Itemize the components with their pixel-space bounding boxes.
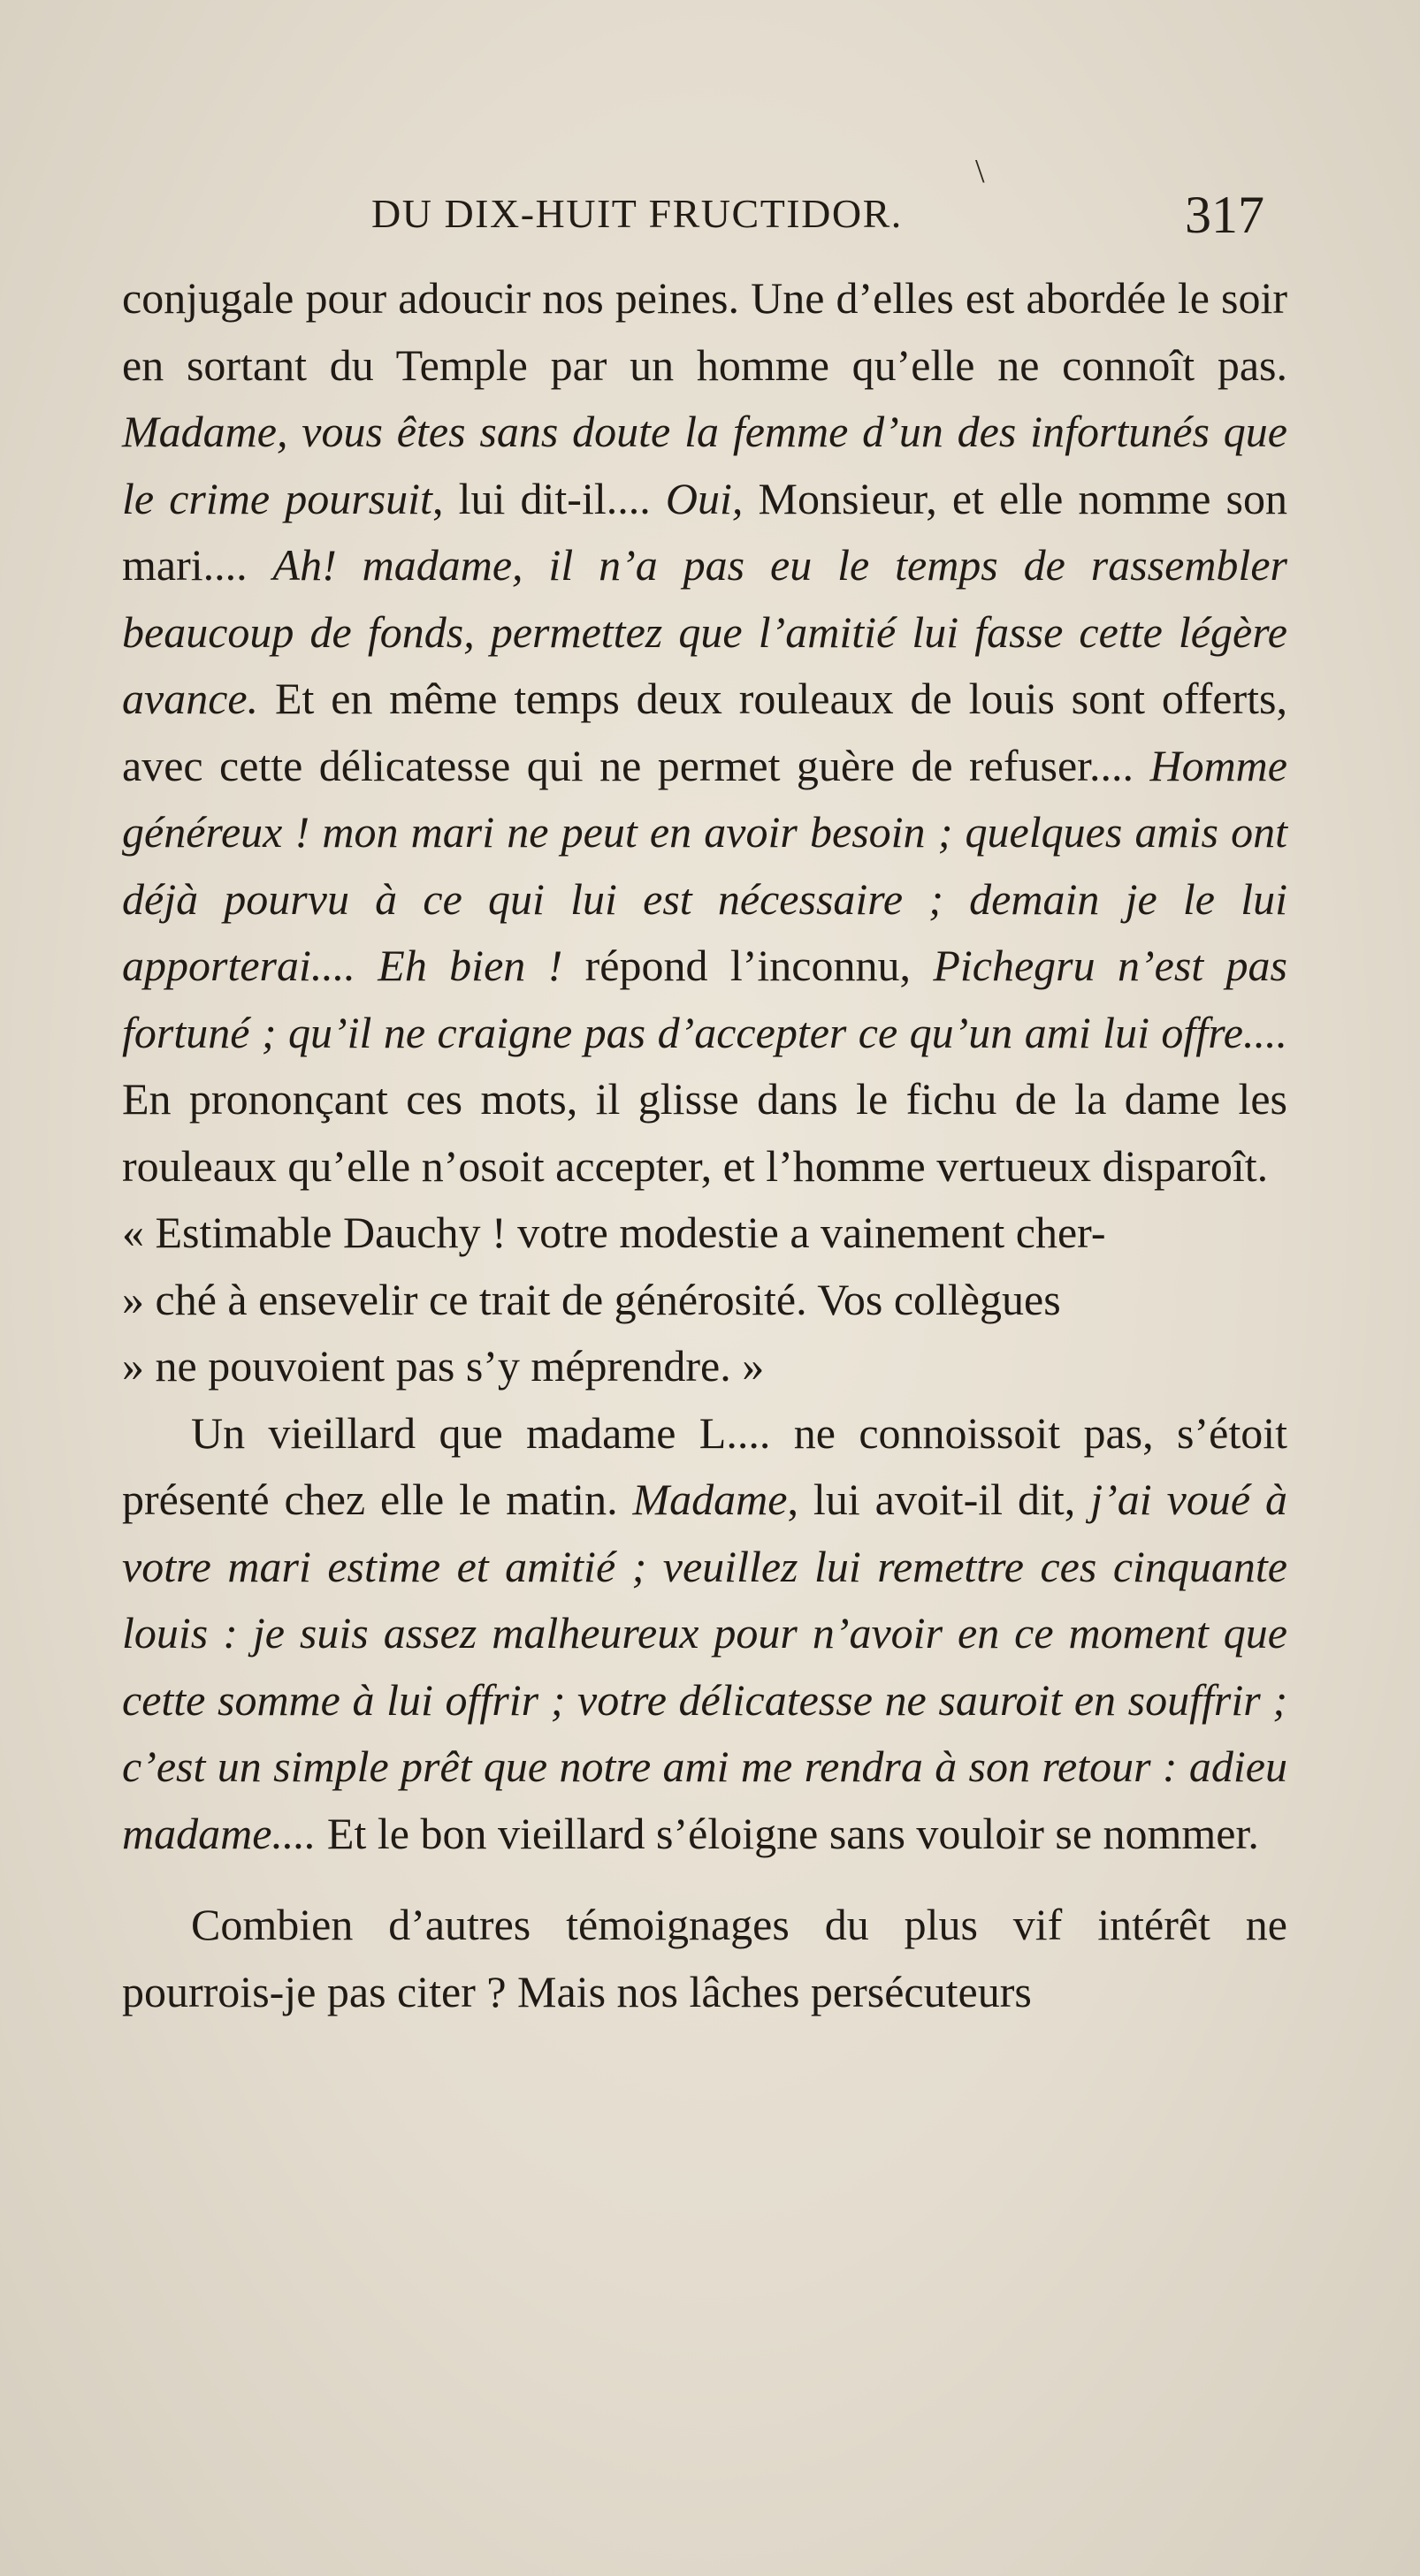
paragraph-1	[122, 265, 1287, 1200]
page-header	[371, 186, 1264, 244]
text-span: Et en même temps deux rouleaux de louis sont offerts, avec cette délicatesse qui ne permet guère de refuser....	[122, 674, 1287, 790]
text-span: Combien d’autres témoignages du plus vif intérêt ne pourrois-je pas citer ? Mais nos lâches persécuteurs	[122, 1900, 1287, 2016]
quote-line: » ché à ensevelir ce trait de générosité. Vos collègues	[122, 1274, 1061, 1324]
page-number: 317	[1185, 186, 1264, 244]
text-span: conjugale pour adoucir nos peines. Une d’elles est abordée le soir en sortant du Temple par un homme qu’elle ne connoît pas.	[122, 273, 1287, 390]
italic-span: Homme généreux ! mon mari ne peut en avoir besoin ; quelques amis ont déjà pourvu à ce qui lui est nécessaire ; demain je le lui apporterai....	[122, 740, 1287, 990]
paragraph-2	[122, 1400, 1287, 1868]
italic-span: Pichegru n’est pas fortuné ; qu’il ne craigne pas d’accepter ce qu’un ami lui offre....	[122, 941, 1288, 1057]
body-text	[122, 265, 1287, 2025]
quotation-block	[122, 1200, 1287, 1400]
italic-span: Madame, vous êtes sans doute la femme d’un des infortunés que le crime poursuit	[122, 407, 1287, 523]
text-span: , lui dit-il....	[431, 473, 666, 523]
stray-ink-mark: \	[975, 153, 985, 190]
quote-line: « Estimable Dauchy ! votre modestie a vainement cher-	[122, 1208, 1106, 1257]
italic-span: j’ai voué à votre mari estime et amitié ; veuillez lui remettre ces cinquante louis : je suis assez malheureux pour n’avoir en ce moment que cette somme à lui offrir ; votre délicatesse ne sauroit en souffrir ; c’est un simple prêt que notre ami me rendra à son retour : adieu madame....	[122, 1475, 1287, 1858]
paragraph-3	[122, 1892, 1287, 2025]
text-span: , lui avoit-il dit,	[787, 1475, 1091, 1524]
italic-span: Oui,	[665, 473, 744, 523]
italic-span: Eh bien !	[378, 941, 563, 990]
italic-span: Madame	[632, 1475, 788, 1524]
text-span: En prononçant ces mots, il glisse dans le fichu de la dame les rouleaux qu’elle n’osoit accepter, et l’homme vertueux disparoît.	[122, 1074, 1287, 1191]
text-span: répond l’inconnu,	[562, 941, 934, 990]
text-span: Un vieillard que madame L.... ne connoissoit pas, s’étoit présenté chez elle le matin.	[122, 1407, 1287, 1524]
italic-span: Ah! madame, il n’a pas eu le temps de rassembler beaucoup de fonds, permettez que l’amitié lui fasse cette légère avance.	[122, 540, 1287, 723]
text-span	[355, 941, 378, 990]
text-span: Monsieur, et elle nomme son mari....	[122, 473, 1287, 590]
text-span: Et le bon vieillard s’éloigne sans vouloir se nommer.	[316, 1808, 1259, 1858]
running-title: DU DIX-HUIT FRUCTIDOR.	[371, 191, 903, 236]
quote-line: » ne pouvoient pas s’y méprendre. »	[122, 1341, 765, 1391]
